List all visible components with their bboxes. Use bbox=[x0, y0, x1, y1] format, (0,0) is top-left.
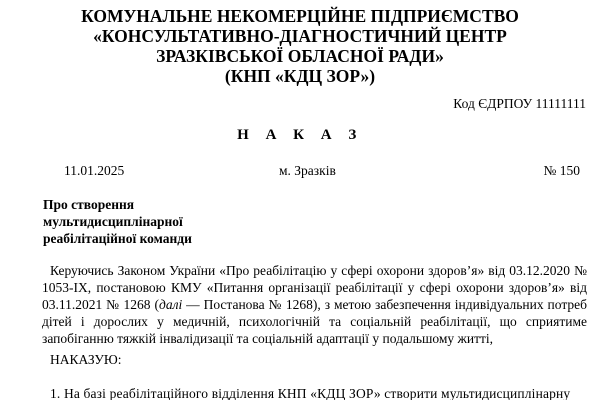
organization-abbreviation: (КНП «КДЦ ЗОР») bbox=[224, 66, 376, 86]
order-declaration: НАКАЗУЮ: bbox=[50, 352, 122, 367]
organization-name-line-2: «КОНСУЛЬТАТИВНО-ДІАГНОСТИЧНИЙ ЦЕНТР bbox=[93, 26, 507, 46]
preamble-text-part-1: Керуючись Законом України «Про реабілітацію у сфері охорони здоров’я» від 03.12.2020 № 1053-IX, постановою КМУ «Питання організації реабілітації у сфері охорони здоров’я» від 03.11.2021 № 1268 ( bbox=[42, 263, 587, 312]
organization-name-line-3: ЗРАЗКІВСЬКОЇ ОБЛАСНОЇ РАДИ» bbox=[156, 46, 444, 66]
edrpou-code: Код ЄДРПОУ 11111111 bbox=[453, 96, 586, 111]
order-number: № 150 bbox=[543, 163, 580, 178]
preamble-text-part-2: — Постанова № 1268), з метою забезпечення індивідуальних потреб дітей і дорослих у медичній, психологічній та соціальній реабілітації, що сприятиме запобіганню тяжкій інвалідизації та соціальній адаптації у подальшому житті, bbox=[42, 297, 588, 346]
order-item-1: 1. На базі реабілітаційного відділення КНП «КДЦ ЗОР» створити мультидисциплінарну bbox=[50, 386, 571, 400]
preamble-paragraph bbox=[42, 262, 587, 347]
order-subject bbox=[43, 196, 192, 247]
order-place: м. Зразків bbox=[279, 163, 336, 178]
subject-line-3: реабілітаційної команди bbox=[43, 231, 192, 246]
subject-line-1: Про створення bbox=[43, 197, 135, 212]
organization-name-line-1: КОМУНАЛЬНЕ НЕКОМЕРЦІЙНЕ ПІДПРИЄМСТВО bbox=[81, 6, 519, 26]
subject-line-2: мультидисциплінарної bbox=[43, 214, 183, 229]
document-title: Н А К А З bbox=[237, 127, 363, 143]
order-date: 11.01.2025 bbox=[64, 163, 125, 178]
preamble-italic-word: далі bbox=[158, 297, 183, 312]
